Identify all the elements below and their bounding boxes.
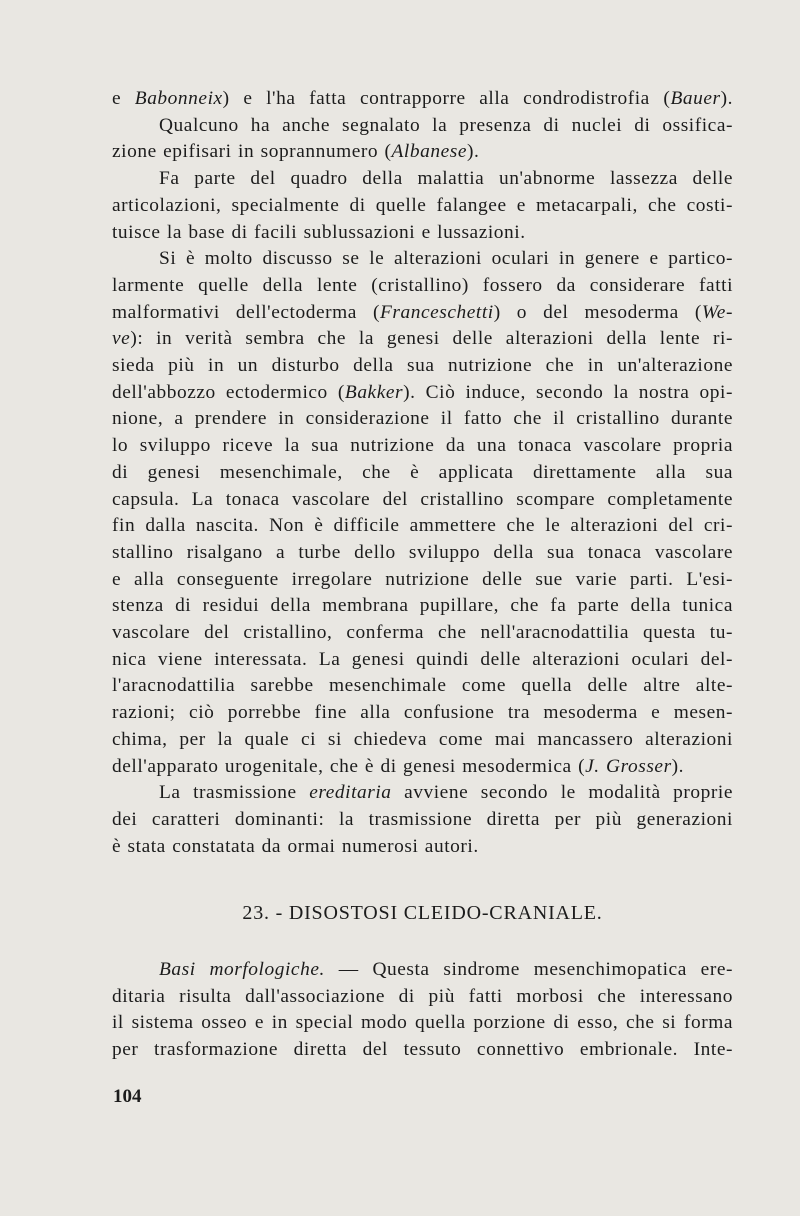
text-line: capsula. La tonaca vascolare del cristallino scompare completamente bbox=[112, 488, 733, 510]
section-heading: 23. - DISOSTOSI CLEIDO-CRANIALE. bbox=[242, 902, 603, 924]
text-line: larmente quelle della lente (cristallino) fossero da considerare fatti bbox=[112, 274, 733, 296]
body-text-section bbox=[112, 957, 733, 1064]
text-line: malformativi dell'ectoderma (Franceschetti) o del mesoderma (We- bbox=[112, 301, 733, 323]
text-line: l'aracnodattilia sarebbe mesenchimale come quella delle altre alte- bbox=[112, 675, 733, 697]
text-line: dei caratteri dominanti: la trasmissione diretta per più generazioni bbox=[112, 808, 733, 830]
text-line: vascolare del cristallino, conferma che nell'aracnodattilia questa tu- bbox=[112, 622, 733, 644]
text-line: lo sviluppo riceve la sua nutrizione da una tonaca vascolare propria bbox=[112, 435, 733, 457]
text-line: articolazioni, specialmente di quelle falangee e metacarpali, che costi- bbox=[112, 194, 733, 216]
text-line: fin dalla nascita. Non è difficile ammettere che le alterazioni del cri- bbox=[112, 515, 733, 537]
text-line: e alla conseguente irregolare nutrizione delle sue varie parti. L'esi- bbox=[112, 568, 733, 590]
text-line: Qualcuno ha anche segnalato la presenza di nuclei di ossifica- bbox=[159, 114, 733, 136]
text-line: tuisce la base di facili sublussazioni e lussazioni. bbox=[112, 221, 526, 243]
text-line: sieda più in un disturbo della sua nutrizione che in un'alterazione bbox=[112, 355, 733, 377]
text-line: ve): in verità sembra che la genesi delle alterazioni della lente ri- bbox=[112, 328, 733, 350]
text-line: dell'apparato urogenitale, che è di genesi mesodermica (J. Grosser). bbox=[112, 755, 685, 777]
body-text bbox=[112, 86, 733, 860]
page-number: 104 bbox=[113, 1086, 142, 1107]
text-line: ditaria risulta dall'associazione di più fatti morbosi che interessano bbox=[112, 985, 733, 1007]
text-line: Basi morfologiche. — Questa sindrome mesenchimopatica ere- bbox=[159, 959, 733, 980]
text-line: La trasmissione ereditaria avviene secondo le modalità proprie bbox=[159, 782, 734, 804]
text-line: per trasformazione diretta del tessuto connettivo embrionale. Inte- bbox=[112, 1039, 733, 1061]
text-line: dell'abbozzo ectodermico (Bakker). Ciò induce, secondo la nostra opi- bbox=[112, 381, 733, 403]
text-line: nica viene interessata. La genesi quindi delle alterazioni oculari del- bbox=[112, 648, 733, 670]
text-line: Si è molto discusso se le alterazioni oculari in genere e partico- bbox=[159, 248, 733, 270]
text-line: è stata constatata da ormai numerosi autori. bbox=[112, 835, 479, 857]
text-line: di genesi mesenchimale, che è applicata direttamente alla sua bbox=[112, 461, 733, 483]
text-line: e Babonneix) e l'ha fatta contrapporre alla condrodistrofia (Bauer). bbox=[112, 88, 733, 109]
text-line: il sistema osseo e in special modo quella porzione di esso, che si forma bbox=[112, 1012, 733, 1034]
text-line: Fa parte del quadro della malattia un'abnorme lassezza delle bbox=[159, 168, 733, 190]
text-line: razioni; ciò porrebbe fine alla confusione tra mesoderma e mesen- bbox=[112, 702, 733, 724]
text-line: stallino risalgano a turbe dello sviluppo della sua tonaca vascolare bbox=[112, 541, 733, 563]
text-line: nione, a prendere in considerazione il fatto che il cristallino durante bbox=[112, 408, 733, 430]
text-line: chima, per la quale ci si chiedeva come mai mancassero alterazioni bbox=[112, 728, 733, 750]
text-line: stenza di residui della membrana pupillare, che fa parte della tunica bbox=[112, 595, 733, 617]
text-line: zione epifisari in soprannumero (Albanese). bbox=[112, 141, 480, 163]
